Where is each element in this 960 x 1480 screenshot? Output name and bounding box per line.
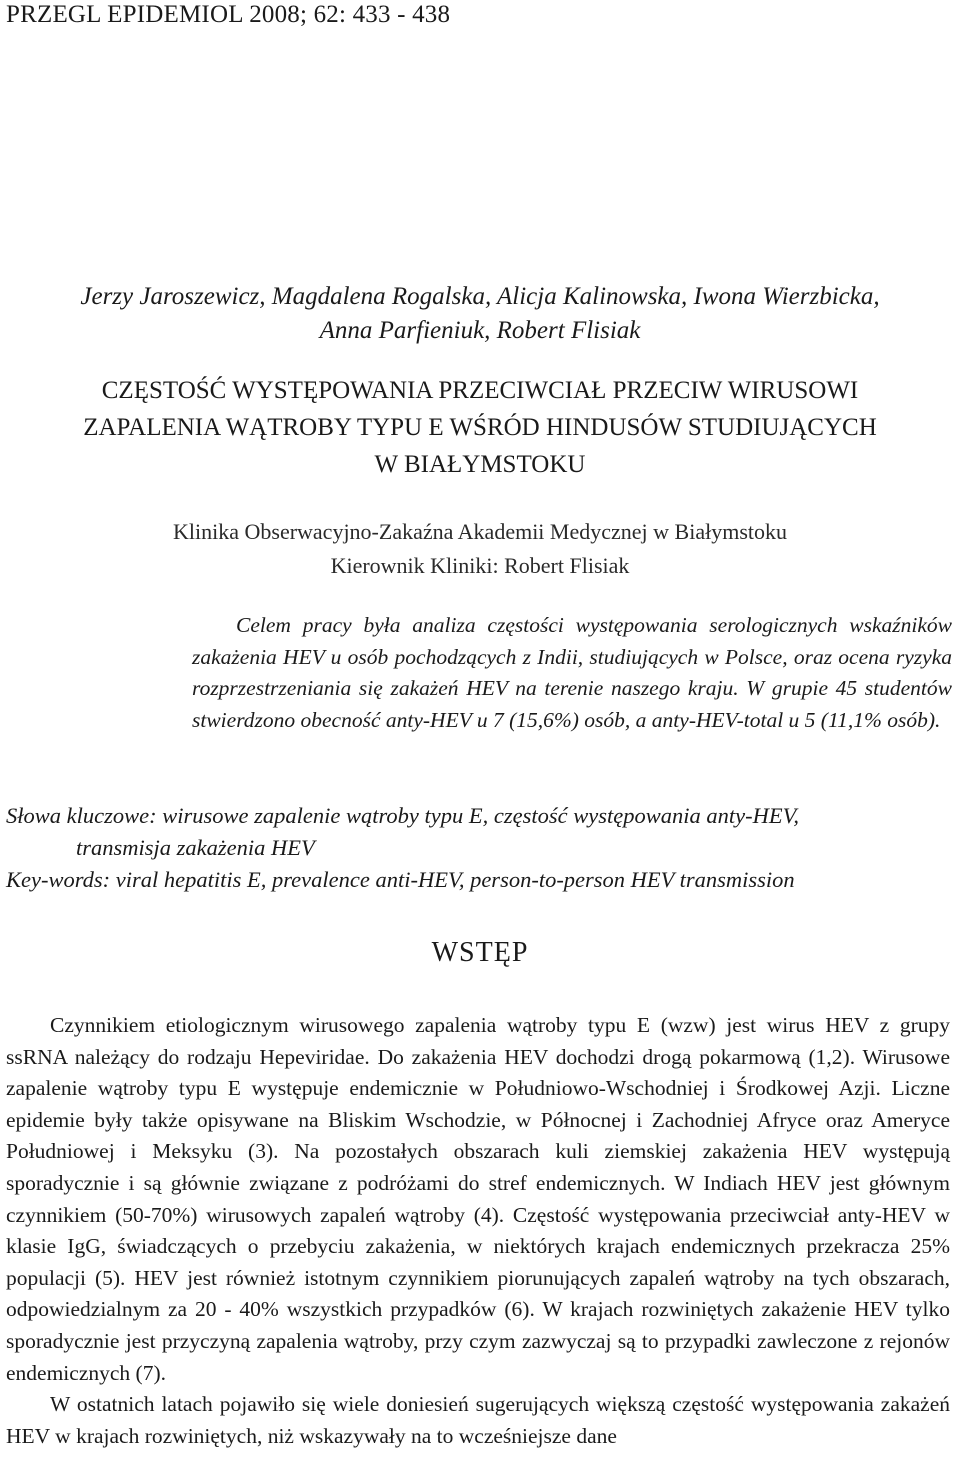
keywords-en: Key-words: viral hepatitis E, prevalence anti-HEV, person-to-person HEV transmission [6,867,795,892]
author-list [0,280,960,348]
affiliation [0,515,960,583]
keywords [6,800,956,896]
paragraph-2: W ostatnich latach pojawiło się wiele doniesień sugerujących większą częstość występowania zakażeń HEV w krajach rozwiniętych, niż wskazywały na to wcześniejsze dane [6,1392,950,1448]
authors-line-2: Anna Parfieniuk, Robert Flisiak [319,317,641,344]
keywords-pl-line-1: Słowa kluczowe: wirusowe zapalenie wątroby typu E, częstość występowania anty-HEV, [6,803,800,828]
article-title [0,372,960,483]
journal-citation: PRZEGL EPIDEMIOL 2008; 62: 433 - 438 [6,1,451,28]
authors-line-1: Jerzy Jaroszewicz, Magdalena Rogalska, Alicja Kalinowska, Iwona Wierzbicka, [80,283,880,310]
abstract [192,610,952,736]
abstract-text: Celem pracy była analiza częstości występowania serologicznych wskaźników zakażenia HEV u osób pochodzących z Indii, studiujących w Polsce, oraz ocena ryzyka rozprzestrzeniania się zakażeń HEV na terenie naszego kraju. W grupie 45 studentów stwierdzono obecność anty-HEV u 7 (15,6%) osób, a anty-HEV-total u 5 (11,1% osób). [192,613,952,732]
title-line-2: ZAPALENIA WĄTROBY TYPU E WŚRÓD HINDUSÓW STUDIUJĄCYCH [83,414,877,441]
paragraph-1: Czynnikiem etiologicznym wirusowego zapalenia wątroby typu E (wzw) jest wirus HEV z grupy ssRNA należący do rodzaju Hepeviridae. Do zakażenia HEV dochodzi drogą pokarmową (1,2). Wirusowe zapalenie wątroby typu E występuje endemicznie w Południowo-Wschodniej i Środkowej Azji. Liczne epidemie były także opisywane na Bliskim Wschodzie, w Północnej i Zachodniej Afryce oraz Ameryce Południowej i Meksyku (3). Na pozostałych obszarach kuli ziemskiej zakażenia HEV występują sporadycznie i są głównie związane z podróżami do stref endemicznych. W Indiach HEV jest głównym czynnikiem (50-70%) wirusowych zapaleń wątroby (4). Częstość występowania przeciwciał anty-HEV w klasie IgG, świadczących o przebyciu zakażenia, w niektórych krajach endemicznych przekracza 25% populacji (5). HEV jest również istotnym czynnikiem piorunujących zapaleń wątroby na tych obszarach, odpowiedzialnym za 20 - 40% wszystkich przypadków (6). W krajach rozwiniętych zakażenie HEV tylko sporadycznie jest przyczyną zapalenia wątroby, przy czym zazwyczaj są to przypadki zawleczone z rejonów endemicznych (7). [6,1013,950,1385]
clinic-head: Kierownik Kliniki: Robert Flisiak [330,553,630,578]
section-body [6,1010,950,1452]
clinic-name: Klinika Obserwacyjno-Zakaźna Akademii Medycznej w Białymstoku [173,519,787,544]
keywords-pl-line-2: transmisja zakażenia HEV [76,835,315,860]
section-heading: WSTĘP [431,937,529,968]
title-line-1: CZĘSTOŚĆ WYSTĘPOWANIA PRZECIWCIAŁ PRZECIW WIRUSOWI [101,377,859,404]
title-line-3: W BIAŁYMSTOKU [374,451,586,478]
